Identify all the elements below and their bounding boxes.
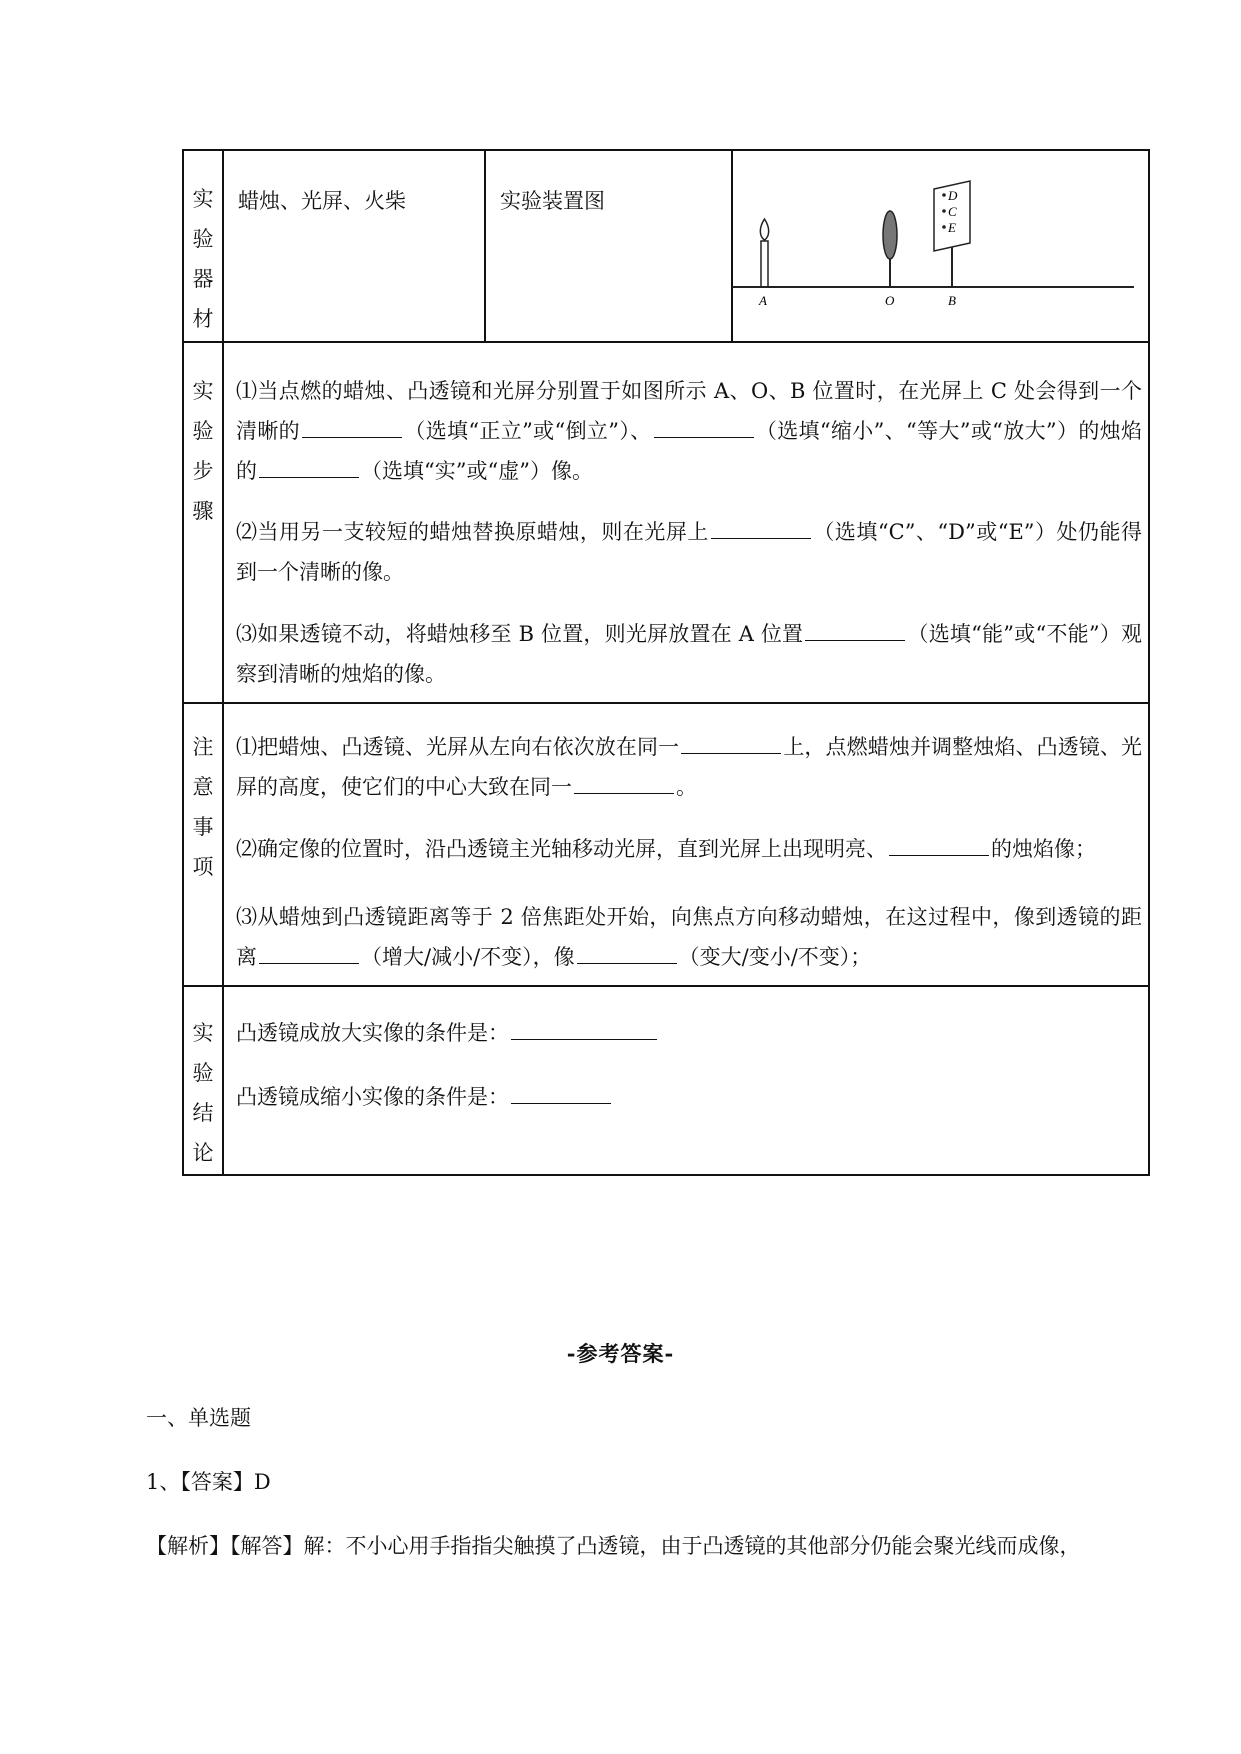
- table-rule: [182, 341, 1150, 343]
- steps-header: [182, 371, 224, 531]
- note-3-text: （增大/减小/不变），像: [361, 945, 575, 969]
- answer-blank[interactable]: [654, 415, 754, 438]
- conclusion-1-text: 凸透镜成放大实像的条件是：: [236, 1021, 509, 1045]
- step-2-text: （选填“C”、“D”或“E”）处仍能得到一个清晰的像。: [236, 520, 1142, 584]
- candle-body: [761, 241, 768, 287]
- conclusion-2-text: 凸透镜成缩小实像的条件是：: [236, 1085, 509, 1109]
- materials-header: [182, 179, 224, 339]
- conclusion-header-text: 实验结论: [192, 1021, 214, 1165]
- step-2-text: ⑵当用另一支较短的蜡烛替换原蜡烛，则在光屏上: [236, 520, 709, 544]
- note-2: [236, 829, 1142, 869]
- apparatus-figure: [722, 179, 1142, 319]
- conclusion-2: [236, 1077, 1142, 1117]
- answer-blank[interactable]: [511, 1081, 611, 1104]
- table-rule: [1148, 149, 1150, 1176]
- step-2: [236, 512, 1142, 592]
- answer-blank[interactable]: [577, 941, 677, 964]
- experiment-table: [182, 149, 1150, 1176]
- table-rule: [182, 985, 1150, 987]
- point-e-dot: [942, 225, 946, 229]
- conclusion-header: [182, 1013, 224, 1173]
- step-3: [236, 614, 1142, 694]
- conclusion-1: [236, 1013, 1142, 1053]
- answer-blank[interactable]: [681, 731, 781, 754]
- note-3-text: （变大/变小/不变）；: [678, 945, 872, 969]
- steps-header-text: 实验步骤: [192, 379, 214, 523]
- table-rule: [182, 702, 1150, 704]
- label-a: A: [759, 293, 767, 308]
- diagram-label: 实验装置图: [500, 189, 605, 213]
- answer-blank[interactable]: [574, 771, 674, 794]
- note-1: [236, 727, 1142, 807]
- answer-blank[interactable]: [511, 1017, 657, 1040]
- section-heading: 一、单选题: [146, 1406, 251, 1430]
- answer-blank[interactable]: [711, 516, 811, 539]
- note-3-text: ⑶从蜡烛到凸透镜距离等于 2 倍焦距处开始，向焦点方向移动蜡烛，在这过程中，像到透镜的距离: [236, 905, 1142, 969]
- note-2-text: 的烛焰像；: [991, 837, 1096, 861]
- question-1-answer: 1、【答案】D: [146, 1470, 271, 1494]
- candle-flame: [760, 219, 768, 240]
- answer-title: -参考答案-: [566, 1341, 675, 1366]
- answer-blank[interactable]: [889, 833, 989, 856]
- label-e: E: [948, 220, 956, 235]
- table-rule: [182, 1174, 1150, 1176]
- question-1-analysis: 【解析】【解答】解：不小心用手指指尖触摸了凸透镜，由于凸透镜的其他部分仍能会聚光线而成像，: [146, 1534, 1081, 1558]
- note-1-text: 上，点燃蜡烛并调整烛焰、凸透镜、光屏的高度，使它们的中心大致在同一: [236, 735, 1143, 799]
- label-o: O: [885, 293, 895, 308]
- answer-blank[interactable]: [302, 415, 402, 438]
- notes-header-text: 注意事项: [192, 735, 214, 879]
- point-d-dot: [942, 193, 946, 197]
- table-rule: [484, 149, 486, 342]
- table-rule: [182, 149, 1150, 151]
- answer-blank[interactable]: [259, 455, 359, 478]
- materials-header-text: 实验器材: [192, 187, 214, 331]
- notes-header: [182, 727, 224, 887]
- step-1-text: （选填“正立”或“倒立”）、: [404, 419, 652, 443]
- step-1-text: （选填“实”或“虚”）像。: [361, 459, 593, 483]
- answer-blank[interactable]: [259, 941, 359, 964]
- materials-items: 蜡烛、光屏、火柴: [238, 189, 406, 213]
- point-c-dot: [942, 209, 946, 213]
- note-2-text: ⑵确定像的位置时，沿凸透镜主光轴移动光屏，直到光屏上出现明亮、: [236, 837, 887, 861]
- step-1-text: ⑴当点燃的蜡烛、凸透镜和光屏分别置于如图所示 A、O、B 位置时，在光屏上 C 处会得到一个清晰的: [236, 379, 1142, 443]
- label-b: B: [948, 293, 956, 308]
- step-1: [236, 371, 1142, 491]
- step-1-text: （选填“缩小”、“等大”或“放大”）的烛焰的: [236, 419, 1142, 483]
- note-1-text: ⑴把蜡烛、凸透镜、光屏从左向右依次放在同一: [236, 735, 680, 759]
- step-3-text: ⑶如果透镜不动，将蜡烛移至 B 位置，则光屏放置在 A 位置: [236, 622, 804, 646]
- note-3: [236, 897, 1142, 977]
- label-c: C: [948, 204, 957, 219]
- label-d: D: [948, 188, 958, 203]
- step-3-text: （选填“能”或“不能”）观察到清晰的烛焰的像。: [236, 622, 1142, 686]
- answer-blank[interactable]: [805, 618, 905, 641]
- convex-lens: [883, 211, 897, 259]
- note-1-text: 。: [676, 775, 697, 799]
